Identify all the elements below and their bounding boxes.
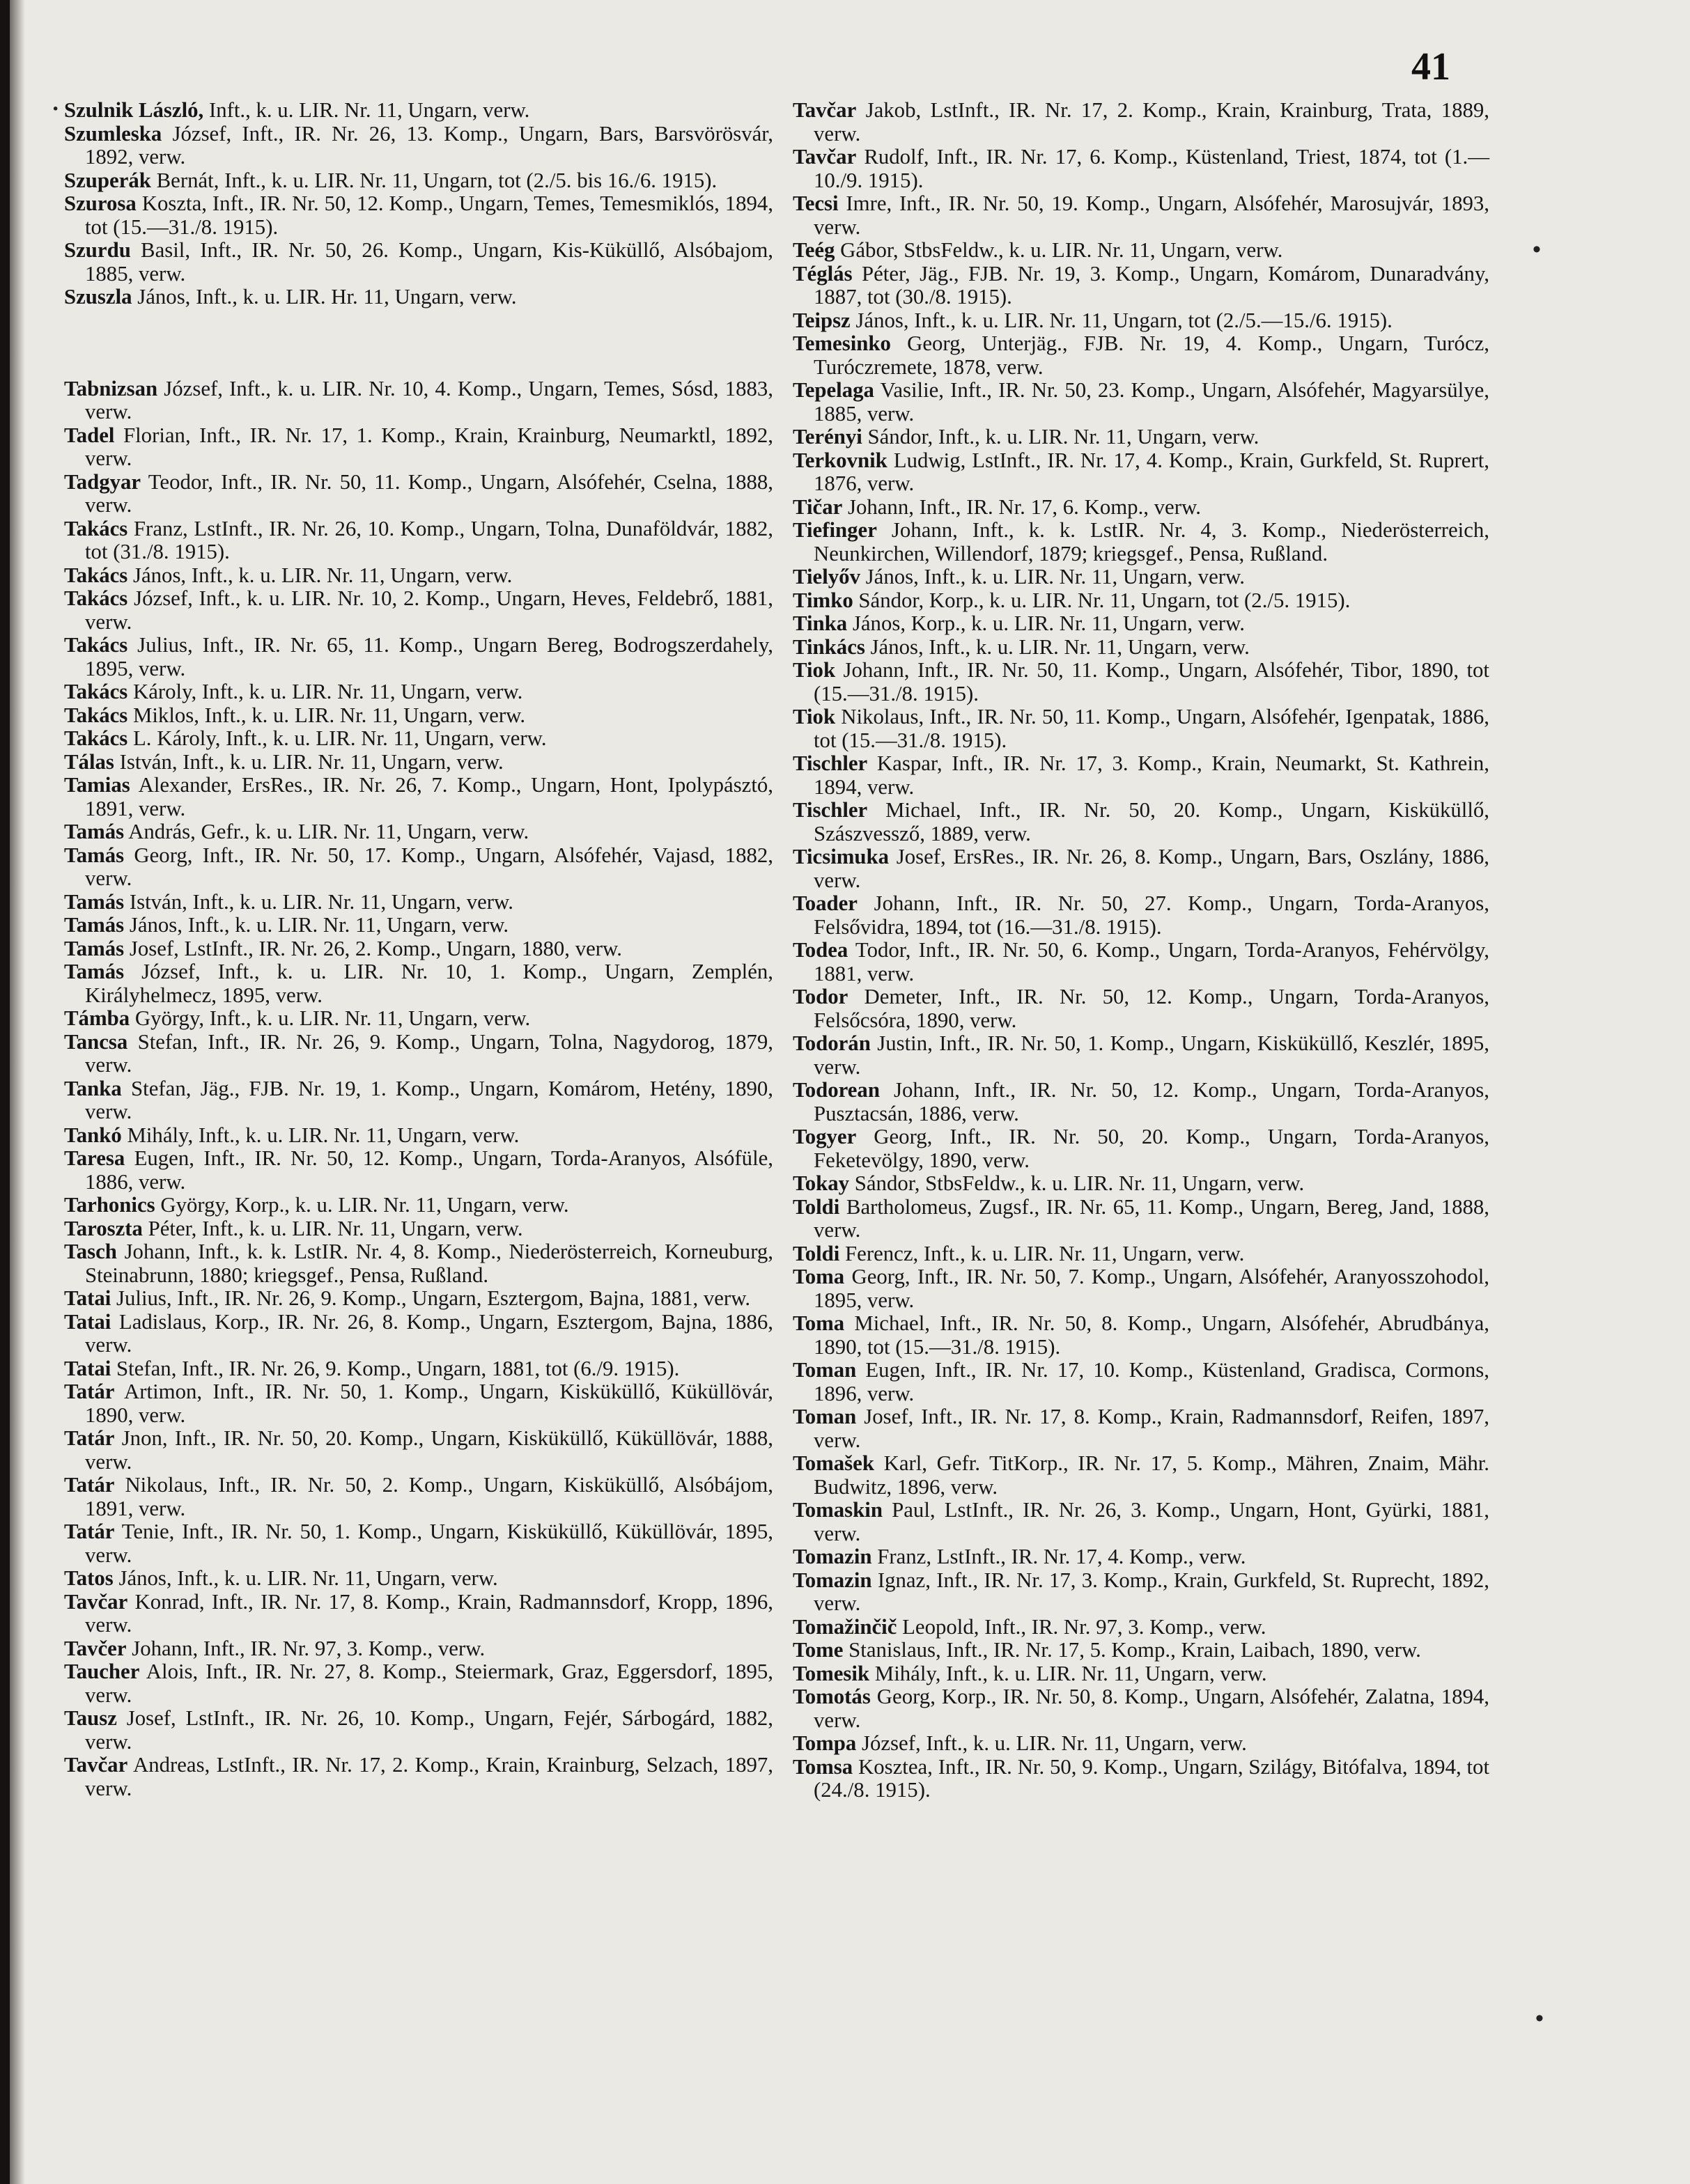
list-entry xyxy=(64,891,773,914)
list-entry xyxy=(64,1357,773,1381)
entry-details: Johann, Inft., IR. Nr. 50, 27. Komp., Ungarn, Torda-Aranyos, Felsővidra, 1894, tot (16.—31./8. 1915). xyxy=(814,891,1489,939)
section-gap xyxy=(64,309,773,377)
entry-surname: Teipsz xyxy=(793,308,851,332)
entry-surname: Tomotás xyxy=(793,1685,871,1708)
entry-surname: Togyer xyxy=(793,1125,857,1148)
entry-details: Kosztea, Inft., IR. Nr. 50, 9. Komp., Ungarn, Szilágy, Bitófalva, 1894, tot (24./8. 1915). xyxy=(814,1754,1489,1802)
binding-shadow xyxy=(10,0,25,2184)
entry-details: Ferencz, Inft., k. u. LIR. Nr. 11, Ungarn, verw. xyxy=(839,1241,1245,1265)
entry-surname: Tatai xyxy=(64,1356,111,1380)
list-entry xyxy=(64,1311,773,1357)
list-entry xyxy=(64,1031,773,1077)
entry-surname: Szuperák xyxy=(64,168,151,192)
entry-surname: Tamás xyxy=(64,960,125,983)
entry-details: Josef, LstInft., IR. Nr. 26, 10. Komp., Ungarn, Fejér, Sárbogárd, 1882, verw. xyxy=(85,1706,773,1754)
entry-details: Georg, Korp., IR. Nr. 50, 8. Komp., Ungarn, Alsófehér, Zalatna, 1894, verw. xyxy=(814,1685,1489,1732)
list-entry xyxy=(793,519,1489,566)
list-entry xyxy=(793,636,1489,660)
entry-details: Nikolaus, Inft., IR. Nr. 50, 11. Komp., Ungarn, Alsófehér, Igenpatak, 1886, tot (15.—31./8. 1915). xyxy=(814,705,1489,752)
list-entry xyxy=(64,1007,773,1031)
list-entry xyxy=(64,1474,773,1520)
entry-surname: Tielyőv xyxy=(793,565,860,588)
entry-surname: Tomesik xyxy=(793,1661,870,1685)
entry-details: György, Inft., k. u. LIR. Nr. 11, Ungarn, verw. xyxy=(130,1006,531,1030)
list-entry xyxy=(64,192,773,239)
list-entry xyxy=(793,309,1489,333)
entry-details: János, Inft., k. u. LIR. Nr. 11, Ungarn, verw. xyxy=(127,563,513,587)
entry-surname: Tomaskin xyxy=(793,1498,883,1522)
list-entry xyxy=(793,1125,1489,1172)
list-entry xyxy=(64,727,773,751)
list-entry xyxy=(793,1756,1489,1802)
entry-details: Franz, LstInft., IR. Nr. 26, 10. Komp., Ungarn, Tolna, Dunaföldvár, 1882, tot (31./8. 1915). xyxy=(85,516,773,563)
entry-surname: Teég xyxy=(793,238,835,262)
entry-surname: Tarhonics xyxy=(64,1193,155,1217)
list-entry xyxy=(793,1545,1489,1569)
entry-surname: Tomazin xyxy=(793,1568,872,1592)
entry-details: Jnon, Inft., IR. Nr. 50, 20. Komp., Ungarn, Kisküküllő, Küküllövár, 1888, verw. xyxy=(85,1426,773,1474)
entry-surname: Toldi xyxy=(793,1194,840,1219)
entry-surname: Todorán xyxy=(793,1031,871,1055)
list-entry xyxy=(64,680,773,704)
margin-dot: · xyxy=(52,96,60,122)
entry-details: Artimon, Inft., IR. Nr. 50, 1. Komp., Ungarn, Kisküküllő, Küküllövár, 1890, verw. xyxy=(85,1380,773,1427)
list-entry xyxy=(793,1452,1489,1499)
entry-details: Inft., k. u. LIR. Nr. 11, Ungarn, verw. xyxy=(203,98,530,122)
entry-surname: Timko xyxy=(793,588,853,612)
entry-details: Franz, LstInft., IR. Nr. 17, 4. Komp., verw. xyxy=(871,1545,1246,1568)
entry-surname: Toader xyxy=(793,891,858,915)
right-column xyxy=(793,99,1489,2167)
entry-details: Ignaz, Inft., IR. Nr. 17, 3. Komp., Krain, Gurkfeld, St. Ruprecht, 1892, verw. xyxy=(814,1568,1489,1615)
list-entry xyxy=(793,1359,1489,1405)
entry-surname: Tinkács xyxy=(793,634,865,659)
entry-surname: Tamias xyxy=(64,773,130,797)
list-entry xyxy=(793,99,1489,146)
entry-surname: Tischler xyxy=(793,798,868,822)
left-column-section-sz xyxy=(64,99,773,309)
entry-surname: Terényi xyxy=(793,425,862,448)
entry-details: István, Inft., k. u. LIR. Nr. 11, Ungarn, verw. xyxy=(124,889,513,914)
entry-details: Stefan, Inft., IR. Nr. 26, 9. Komp., Ungarn, 1881, tot (6./9. 1915). xyxy=(111,1356,680,1380)
entry-details: Ludwig, LstInft., IR. Nr. 17, 4. Komp., Krain, Gurkfeld, St. Ruprert, 1876, verw. xyxy=(814,448,1489,495)
entry-surname: Toma xyxy=(793,1265,845,1288)
list-entry xyxy=(793,426,1489,449)
list-entry xyxy=(793,845,1489,892)
list-entry xyxy=(64,1147,773,1194)
list-entry xyxy=(793,1079,1489,1125)
entry-surname: Tatár xyxy=(64,1473,115,1497)
entry-surname: Tavčar xyxy=(793,145,857,169)
list-entry xyxy=(793,939,1489,985)
list-entry xyxy=(64,1427,773,1474)
entry-surname: Tiefinger xyxy=(793,518,877,542)
entry-details: Josef, ErsRes., IR. Nr. 26, 8. Komp., Ungarn, Bars, Oszlány, 1886, verw. xyxy=(814,845,1489,892)
entry-surname: Tischler xyxy=(793,751,868,775)
entry-surname: Tasch xyxy=(64,1240,117,1263)
entry-details: Justin, Inft., IR. Nr. 50, 1. Komp., Ungarn, Kisküküllő, Keszlér, 1895, verw. xyxy=(814,1031,1489,1079)
left-column-section-t xyxy=(64,377,773,1801)
list-entry xyxy=(793,566,1489,589)
right-column-section xyxy=(793,99,1489,1802)
list-entry xyxy=(64,1077,773,1124)
margin-dot: • xyxy=(1533,237,1541,263)
list-entry xyxy=(793,1405,1489,1452)
entry-surname: Ticsimuka xyxy=(793,845,890,868)
list-entry xyxy=(64,634,773,680)
entry-surname: Tičar xyxy=(793,494,843,519)
entry-details: Stanislaus, Inft., IR. Nr. 17, 5. Komp., Krain, Laibach, 1890, verw. xyxy=(843,1638,1421,1662)
entry-surname: Támba xyxy=(64,1006,130,1030)
entry-surname: Takács xyxy=(64,516,128,540)
entry-details: Josef, LstInft., IR. Nr. 26, 2. Komp., Ungarn, 1880, verw. xyxy=(124,936,622,960)
entry-surname: Todea xyxy=(793,938,848,962)
list-entry xyxy=(64,774,773,820)
entry-details: Kaspar, Inft., IR. Nr. 17, 3. Komp., Krain, Neumarkt, St. Kathrein, 1894, verw. xyxy=(814,751,1489,799)
entry-surname: Tadgyar xyxy=(64,469,141,494)
list-entry xyxy=(64,1217,773,1241)
list-entry xyxy=(793,379,1489,426)
entry-surname: Toldi xyxy=(793,1241,840,1265)
entry-details: Konrad, Inft., IR. Nr. 17, 8. Komp., Krain, Radmannsdorf, Kropp, 1896, verw. xyxy=(85,1589,773,1637)
entry-details: Péter, Inft., k. u. LIR. Nr. 11, Ungarn, verw. xyxy=(142,1216,523,1240)
entry-details: Eugen, Inft., IR. Nr. 50, 12. Komp., Ungarn, Torda-Aranyos, Alsófüle, 1886, verw. xyxy=(85,1146,773,1194)
list-entry xyxy=(793,1732,1489,1756)
entry-details: János, Inft., k. u. LIR. Hr. 11, Ungarn, verw. xyxy=(132,285,517,309)
entry-surname: Szurosa xyxy=(64,192,137,215)
list-entry xyxy=(64,99,773,123)
entry-details: János, Inft., k. u. LIR. Nr. 11, Ungarn, verw. xyxy=(113,1566,498,1590)
entry-details: Georg, Inft., IR. Nr. 50, 7. Komp., Ungarn, Alsófehér, Aranyosszohodol, 1895, verw. xyxy=(814,1265,1489,1312)
entry-surname: Takács xyxy=(64,726,128,750)
list-entry xyxy=(793,1685,1489,1732)
list-entry xyxy=(793,192,1489,239)
entry-details: Sándor, Inft., k. u. LIR. Nr. 11, Ungarn, verw. xyxy=(862,425,1259,448)
entry-details: Alexander, ErsRes., IR. Nr. 26, 7. Komp., Ungarn, Hont, Ipolypásztó, 1891, verw. xyxy=(85,773,773,820)
entry-details: György, Korp., k. u. LIR. Nr. 11, Ungarn, verw. xyxy=(155,1193,569,1217)
entry-details: Nikolaus, Inft., IR. Nr. 50, 2. Komp., Ungarn, Kisküküllő, Alsóbájom, 1891, verw. xyxy=(85,1473,773,1520)
list-entry xyxy=(64,1380,773,1427)
entry-details: Johann, Inft., IR. Nr. 97, 3. Komp., verw. xyxy=(126,1636,486,1660)
list-entry xyxy=(64,937,773,961)
entry-surname: Téglás xyxy=(793,261,853,286)
entry-surname: Szumleska xyxy=(64,121,162,146)
list-entry xyxy=(793,239,1489,263)
entry-details: Alois, Inft., IR. Nr. 27, 8. Komp., Steiermark, Graz, Eggersdorf, 1895, verw. xyxy=(85,1660,773,1707)
list-entry xyxy=(64,1124,773,1148)
entry-surname: Todorean xyxy=(793,1078,880,1102)
list-entry xyxy=(64,239,773,286)
list-entry xyxy=(793,1312,1489,1359)
entry-details: Julius, Inft., IR. Nr. 65, 11. Komp., Ungarn Bereg, Bodrogszerdahely, 1895, verw. xyxy=(85,633,773,680)
entry-details: Georg, Inft., IR. Nr. 50, 20. Komp., Ungarn, Torda-Aranyos, Feketevölgy, 1890, verw. xyxy=(814,1125,1489,1172)
list-entry xyxy=(793,1032,1489,1079)
entry-details: Mihály, Inft., k. u. LIR. Nr. 11, Ungarn, verw. xyxy=(121,1123,520,1147)
entry-details: József, Inft., IR. Nr. 26, 13. Komp., Ungarn, Bars, Barsvörösvár, 1892, verw. xyxy=(85,121,773,169)
entry-details: Gábor, StbsFeldw., k. u. LIR. Nr. 11, Ungarn, verw. xyxy=(835,238,1283,262)
entry-details: Imre, Inft., IR. Nr. 50, 19. Komp., Ungarn, Alsófehér, Marosujvár, 1893, verw. xyxy=(814,192,1489,239)
entry-surname: Szulnik László, xyxy=(64,98,204,122)
entry-surname: Tomsa xyxy=(793,1754,853,1779)
entry-surname: Tabnizsan xyxy=(64,376,158,400)
entry-surname: Tatár xyxy=(64,1520,115,1543)
entry-surname: Tamás xyxy=(64,913,125,937)
list-entry xyxy=(793,496,1489,520)
entry-details: Stefan, Jäg., FJB. Nr. 19, 1. Komp., Ungarn, Komárom, Hetény, 1890, verw. xyxy=(85,1076,773,1123)
entry-surname: Tompa xyxy=(793,1731,857,1755)
list-entry xyxy=(793,1242,1489,1266)
entry-surname: Tecsi xyxy=(793,192,839,215)
list-entry xyxy=(793,1639,1489,1662)
entry-surname: Takács xyxy=(64,703,128,727)
list-entry xyxy=(64,123,773,169)
entry-surname: Takács xyxy=(64,563,128,587)
entry-details: János, Inft., k. u. LIR. Nr. 11, Ungarn, tot (2./5.—15./6. 1915). xyxy=(850,308,1393,332)
entry-details: József, Inft., k. u. LIR. Nr. 10, 1. Komp., Ungarn, Zemplén, Királyhelmecz, 1895, verw. xyxy=(85,960,773,1007)
entry-details: Georg, Inft., IR. Nr. 50, 17. Komp., Ungarn, Alsófehér, Vajasd, 1882, verw. xyxy=(85,843,773,890)
list-entry xyxy=(793,1265,1489,1312)
entry-details: Michael, Inft., IR. Nr. 50, 20. Komp., Ungarn, Kisküküllő, Szászvessző, 1889, verw. xyxy=(814,798,1489,845)
entry-details: Vasilie, Inft., IR. Nr. 50, 23. Komp., Ungarn, Alsófehér, Magyarsülye, 1885, verw. xyxy=(814,378,1489,426)
entry-surname: Temesinko xyxy=(793,332,891,355)
entry-details: Miklos, Inft., k. u. LIR. Nr. 11, Ungarn, verw. xyxy=(127,703,526,727)
entry-details: Ladislaus, Korp., IR. Nr. 26, 8. Komp., Ungarn, Esztergom, Bajna, 1886, verw. xyxy=(85,1309,773,1357)
entry-details: József, Inft., k. u. LIR. Nr. 10, 2. Komp., Ungarn, Heves, Feldebrő, 1881, verw. xyxy=(85,586,773,634)
list-entry xyxy=(64,1660,773,1707)
list-entry xyxy=(64,1591,773,1637)
list-entry xyxy=(64,587,773,634)
left-column xyxy=(64,99,773,2167)
entry-surname: Tokay xyxy=(793,1171,850,1195)
entry-details: József, Inft., k. u. LIR. Nr. 10, 4. Komp., Ungarn, Temes, Sósd, 1883, verw. xyxy=(85,376,773,423)
list-entry xyxy=(793,1662,1489,1686)
list-entry xyxy=(793,449,1489,496)
entry-surname: Tomazin xyxy=(793,1545,872,1568)
entry-surname: Taresa xyxy=(64,1146,125,1170)
entry-details: Mihály, Inft., k. u. LIR. Nr. 11, Ungarn, verw. xyxy=(869,1661,1267,1685)
margin-dot: • xyxy=(1535,2006,1544,2031)
entry-surname: Todor xyxy=(793,985,848,1008)
entry-details: Bernát, Inft., k. u. LIR. Nr. 11, Ungarn, tot (2./5. bis 16./6. 1915). xyxy=(150,168,718,192)
entry-surname: Tinka xyxy=(793,611,848,635)
entry-details: Sándor, StbsFeldw., k. u. LIR. Nr. 11, Ungarn, verw. xyxy=(849,1171,1305,1195)
entry-details: Rudolf, Inft., IR. Nr. 17, 6. Komp., Küstenland, Triest, 1874, tot (1.—10./9. 1915). xyxy=(814,145,1489,192)
list-entry xyxy=(64,1520,773,1567)
list-entry xyxy=(64,844,773,891)
list-entry xyxy=(64,1567,773,1591)
entry-surname: Tamás xyxy=(64,936,125,960)
list-entry xyxy=(64,471,773,517)
list-entry xyxy=(793,146,1489,192)
entry-surname: Tanka xyxy=(64,1076,122,1100)
entry-surname: Szurdu xyxy=(64,238,131,262)
entry-details: Florian, Inft., IR. Nr. 17, 1. Komp., Krain, Krainburg, Neumarktl, 1892, verw. xyxy=(85,423,773,470)
entry-details: Michael, Inft., IR. Nr. 50, 8. Komp., Ungarn, Alsófehér, Abrudbánya, 1890, tot (15.—31./8. 1915). xyxy=(814,1311,1489,1359)
entry-details: Demeter, Inft., IR. Nr. 50, 12. Komp., Ungarn, Torda-Aranyos, Felsőcsóra, 1890, verw. xyxy=(814,985,1489,1032)
entry-surname: Tavčer xyxy=(64,1636,127,1660)
entry-details: Josef, Inft., IR. Nr. 17, 8. Komp., Krain, Radmannsdorf, Reifen, 1897, verw. xyxy=(814,1405,1489,1452)
entry-surname: Takács xyxy=(64,586,128,610)
entry-surname: Szuszla xyxy=(64,285,132,309)
entry-details: Tenie, Inft., IR. Nr. 50, 1. Komp., Ungarn, Kisküküllő, Küküllövár, 1895, verw. xyxy=(85,1520,773,1567)
list-entry xyxy=(793,799,1489,845)
list-entry xyxy=(793,1499,1489,1545)
list-entry xyxy=(64,1707,773,1754)
list-entry xyxy=(64,1194,773,1217)
entry-details: András, Gefr., k. u. LIR. Nr. 11, Ungarn, verw. xyxy=(124,820,529,843)
entry-surname: Tatai xyxy=(64,1309,111,1334)
entry-details: János, Korp., k. u. LIR. Nr. 11, Ungarn, verw. xyxy=(847,611,1245,635)
entry-surname: Tomažinčič xyxy=(793,1614,897,1639)
list-entry xyxy=(64,286,773,309)
list-entry xyxy=(793,985,1489,1032)
entry-surname: Tepelaga xyxy=(793,378,874,402)
entry-surname: Tatár xyxy=(64,1380,115,1403)
entry-surname: Tatos xyxy=(64,1566,114,1590)
entry-surname: Tankó xyxy=(64,1123,122,1147)
entry-surname: Terkovnik xyxy=(793,448,887,472)
entry-details: Johann, Inft., IR. Nr. 17, 6. Komp., verw. xyxy=(842,494,1201,519)
entry-surname: Tatai xyxy=(64,1286,111,1310)
entry-surname: Tausz xyxy=(64,1706,117,1730)
list-entry xyxy=(64,1287,773,1311)
entry-details: Johann, Inft., k. k. LstIR. Nr. 4, 8. Komp., Niederösterreich, Korneuburg, Steinabrunn, 1880; kriegsgef., Pensa, Rußland. xyxy=(85,1240,773,1287)
entry-details: Paul, LstInft., IR. Nr. 26, 3. Komp., Ungarn, Hont, Gyürki, 1881, verw. xyxy=(814,1498,1489,1545)
list-entry xyxy=(64,1637,773,1661)
list-entry xyxy=(64,1754,773,1800)
entry-surname: Tavčar xyxy=(793,98,857,122)
entry-surname: Tadel xyxy=(64,423,115,447)
entry-details: Sándor, Korp., k. u. LIR. Nr. 11, Ungarn, tot (2./5. 1915). xyxy=(853,588,1351,612)
entry-surname: Tiok xyxy=(793,658,836,682)
entry-surname: Takács xyxy=(64,680,128,703)
list-entry xyxy=(793,1196,1489,1242)
entry-details: Károly, Inft., k. u. LIR. Nr. 11, Ungarn, verw. xyxy=(127,680,523,703)
list-entry xyxy=(64,169,773,193)
entry-details: Karl, Gefr. TitKorp., IR. Nr. 17, 5. Komp., Mähren, Znaim, Mähr. Budwitz, 1896, verw. xyxy=(814,1451,1489,1499)
entry-surname: Taroszta xyxy=(64,1216,143,1240)
entry-surname: Toman xyxy=(793,1405,857,1428)
list-entry xyxy=(793,332,1489,379)
list-entry xyxy=(793,1616,1489,1639)
entry-surname: Tamás xyxy=(64,843,125,867)
entry-surname: Toman xyxy=(793,1358,857,1382)
list-entry xyxy=(64,960,773,1007)
entry-details: L. Károly, Inft., k. u. LIR. Nr. 11, Ungarn, verw. xyxy=(127,726,547,750)
list-entry xyxy=(793,1569,1489,1616)
entry-surname: Tamás xyxy=(64,820,125,843)
entry-surname: Tavčar xyxy=(64,1753,128,1777)
entry-details: Julius, Inft., IR. Nr. 26, 9. Komp., Ungarn, Esztergom, Bajna, 1881, verw. xyxy=(111,1286,751,1310)
entry-details: Bartholomeus, Zugsf., IR. Nr. 65, 11. Komp., Ungarn, Bereg, Jand, 1888, verw. xyxy=(814,1194,1489,1242)
entry-details: Georg, Unterjäg., FJB. Nr. 19, 4. Komp., Ungarn, Turócz, Turóczremete, 1878, verw. xyxy=(814,332,1489,379)
entry-surname: Tavčar xyxy=(64,1589,128,1614)
list-entry xyxy=(793,612,1489,636)
entry-details: Koszta, Inft., IR. Nr. 50, 12. Komp., Ungarn, Temes, Temesmiklós, 1894, tot (15.—31./8. 1915). xyxy=(85,192,773,239)
list-entry xyxy=(64,914,773,937)
entry-details: Andreas, LstInft., IR. Nr. 17, 2. Komp., Krain, Krainburg, Selzach, 1897, verw. xyxy=(85,1753,773,1800)
entry-surname: Tome xyxy=(793,1638,844,1662)
list-entry xyxy=(64,1240,773,1287)
list-entry xyxy=(793,659,1489,705)
list-entry xyxy=(64,377,773,424)
entry-details: István, Inft., k. u. LIR. Nr. 11, Ungarn, verw. xyxy=(114,749,504,774)
list-entry xyxy=(793,705,1489,752)
entry-details: Teodor, Inft., IR. Nr. 50, 11. Komp., Ungarn, Alsófehér, Cselna, 1888, verw. xyxy=(85,469,773,517)
scanned-page xyxy=(10,0,1690,2184)
entry-details: János, Inft., k. u. LIR. Nr. 11, Ungarn, verw. xyxy=(860,565,1245,588)
list-entry xyxy=(793,589,1489,613)
entry-surname: Toma xyxy=(793,1311,845,1335)
page-number: 41 xyxy=(1411,45,1450,88)
entry-details: Todor, Inft., IR. Nr. 50, 6. Komp., Ungarn, Torda-Aranyos, Fehérvölgy, 1881, verw. xyxy=(814,938,1489,985)
entry-details: Johann, Inft., IR. Nr. 50, 12. Komp., Ungarn, Torda-Aranyos, Pusztacsán, 1886, verw. xyxy=(814,1078,1489,1125)
entry-surname: Tamás xyxy=(64,889,125,914)
list-entry xyxy=(64,424,773,471)
entry-surname: Tálas xyxy=(64,749,114,774)
entry-details: Stefan, Inft., IR. Nr. 26, 9. Komp., Ungarn, Tolna, Nagydorog, 1879, verw. xyxy=(85,1029,773,1077)
entry-details: Basil, Inft., IR. Nr. 50, 26. Komp., Ungarn, Kis-Küküllő, Alsóbajom, 1885, verw. xyxy=(85,238,773,286)
entry-details: János, Inft., k. u. LIR. Nr. 11, Ungarn, verw. xyxy=(865,634,1250,659)
entry-details: Jakob, LstInft., IR. Nr. 17, 2. Komp., Krain, Krainburg, Trata, 1889, verw. xyxy=(814,98,1489,146)
entry-surname: Tatár xyxy=(64,1426,115,1450)
entry-surname: Taucher xyxy=(64,1660,140,1683)
entry-details: Johann, Inft., IR. Nr. 50, 11. Komp., Ungarn, Alsófehér, Tibor, 1890, tot (15.—31./8. 1915). xyxy=(814,658,1489,705)
list-entry xyxy=(793,263,1489,309)
entry-details: Péter, Jäg., FJB. Nr. 19, 3. Komp., Ungarn, Komárom, Dunaradvány, 1887, tot (30./8. 1915). xyxy=(814,261,1489,309)
list-entry xyxy=(64,820,773,844)
list-entry xyxy=(793,752,1489,799)
list-entry xyxy=(64,517,773,564)
entry-surname: Tancsa xyxy=(64,1029,128,1054)
entry-details: József, Inft., k. u. LIR. Nr. 11, Ungarn, verw. xyxy=(856,1731,1247,1755)
entry-surname: Tomašek xyxy=(793,1451,874,1475)
list-entry xyxy=(64,751,773,774)
entry-surname: Tiok xyxy=(793,705,836,728)
entry-details: Eugen, Inft., IR. Nr. 17, 10. Komp., Küstenland, Gradisca, Cormons, 1896, verw. xyxy=(814,1358,1489,1405)
entry-details: Leopold, Inft., IR. Nr. 97, 3. Komp., verw. xyxy=(897,1614,1266,1639)
list-entry xyxy=(793,1172,1489,1196)
entry-details: Johann, Inft., k. k. LstIR. Nr. 4, 3. Komp., Niederösterreich, Neunkirchen, Willendorf, 1879; kriegsgef., Pensa, Rußland. xyxy=(814,518,1489,566)
list-entry xyxy=(793,892,1489,939)
list-entry xyxy=(64,564,773,588)
list-entry xyxy=(64,704,773,728)
entry-details: János, Inft., k. u. LIR. Nr. 11, Ungarn, verw. xyxy=(124,913,509,937)
entry-surname: Takács xyxy=(64,633,128,657)
